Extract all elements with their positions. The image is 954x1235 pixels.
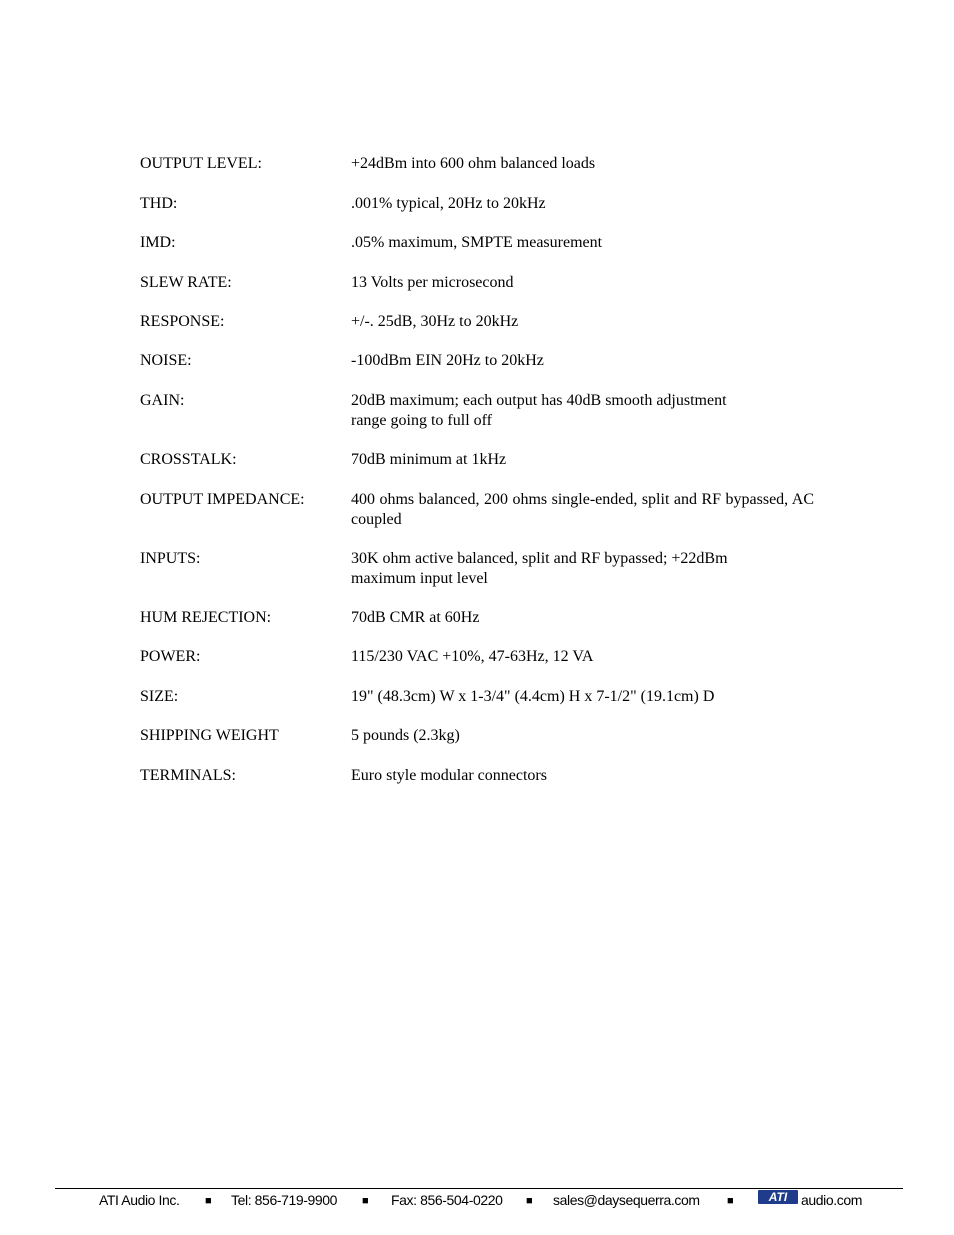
- page-footer: [0, 1190, 954, 1210]
- spec-row: [140, 608, 814, 628]
- spec-label: POWER:: [140, 648, 201, 665]
- spec-label: CROSSTALK:: [140, 451, 237, 468]
- spec-value: 70dB CMR at 60Hz: [351, 609, 480, 626]
- spec-row: [140, 312, 814, 332]
- spec-label: OUTPUT LEVEL:: [140, 155, 262, 172]
- spec-label: NOISE:: [140, 352, 192, 369]
- spec-label: HUM REJECTION:: [140, 609, 272, 626]
- footer-separator-icon: ■: [526, 1195, 533, 1207]
- spec-row: [140, 490, 814, 530]
- spec-label: GAIN:: [140, 392, 185, 409]
- spec-row: [140, 154, 595, 174]
- spec-label: INPUTS:: [140, 550, 201, 567]
- footer-divider: [55, 1188, 903, 1189]
- spec-value: 115/230 VAC +10%, 47-63Hz, 12 VA: [351, 648, 594, 665]
- spec-value: 13 Volts per microsecond: [351, 274, 514, 291]
- footer-separator-icon: ■: [727, 1195, 734, 1207]
- spec-label: SHIPPING WEIGHT: [140, 727, 279, 744]
- spec-row: [140, 273, 814, 293]
- footer-company: ATI Audio Inc.: [99, 1192, 180, 1208]
- spec-row: [140, 351, 814, 371]
- spec-value: +24dBm into 600 ohm balanced loads: [351, 155, 596, 172]
- spec-value: +/-. 25dB, 30Hz to 20kHz: [351, 313, 519, 330]
- spec-value: Euro style modular connectors: [351, 767, 547, 784]
- spec-row: [140, 233, 814, 253]
- spec-value: 30K ohm active balanced, split and RF bypassed; +22dBm maximum input level: [351, 550, 728, 587]
- spec-label: SLEW RATE:: [140, 274, 232, 291]
- spec-row: [140, 687, 814, 707]
- spec-label: IMD:: [140, 234, 176, 251]
- spec-value: 70dB minimum at 1kHz: [351, 451, 507, 468]
- spec-row: [140, 726, 814, 746]
- spec-row: [140, 450, 814, 470]
- spec-value: 20dB maximum; each output has 40dB smooth adjustment range going to full off: [351, 392, 727, 429]
- spec-value: 400 ohms balanced, 200 ohms single-ended, split and RF bypassed, AC coupled: [351, 491, 814, 528]
- footer-domain: audio.com: [801, 1192, 862, 1208]
- footer-fax: Fax: 856-504-0220: [391, 1192, 503, 1208]
- spec-label: TERMINALS:: [140, 767, 236, 784]
- spec-label: OUTPUT IMPEDANCE:: [140, 491, 305, 508]
- spec-label: THD:: [140, 195, 178, 212]
- ati-logo-text: ATI: [768, 1190, 788, 1204]
- spec-value: .05% maximum, SMPTE measurement: [351, 234, 603, 251]
- spec-row: [140, 194, 814, 214]
- spec-label: RESPONSE:: [140, 313, 225, 330]
- footer-tel: Tel: 856-719-9900: [231, 1192, 338, 1208]
- footer-separator-icon: ■: [205, 1195, 212, 1207]
- footer-email: sales@daysequerra.com: [553, 1192, 700, 1208]
- spec-row: [140, 647, 814, 667]
- spec-row: [140, 391, 814, 431]
- spec-label: SIZE:: [140, 688, 179, 705]
- spec-value: 19" (48.3cm) W x 1-3/4" (4.4cm) H x 7-1/2" (19.1cm) D: [351, 688, 715, 705]
- spec-value: -100dBm EIN 20Hz to 20kHz: [351, 352, 544, 369]
- footer-separator-icon: ■: [362, 1195, 369, 1207]
- ati-logo-icon: [758, 1190, 798, 1204]
- spec-value: .001% typical, 20Hz to 20kHz: [351, 195, 546, 212]
- spec-row: [140, 549, 814, 589]
- spec-value: 5 pounds (2.3kg): [351, 727, 460, 744]
- spec-row: [140, 766, 814, 786]
